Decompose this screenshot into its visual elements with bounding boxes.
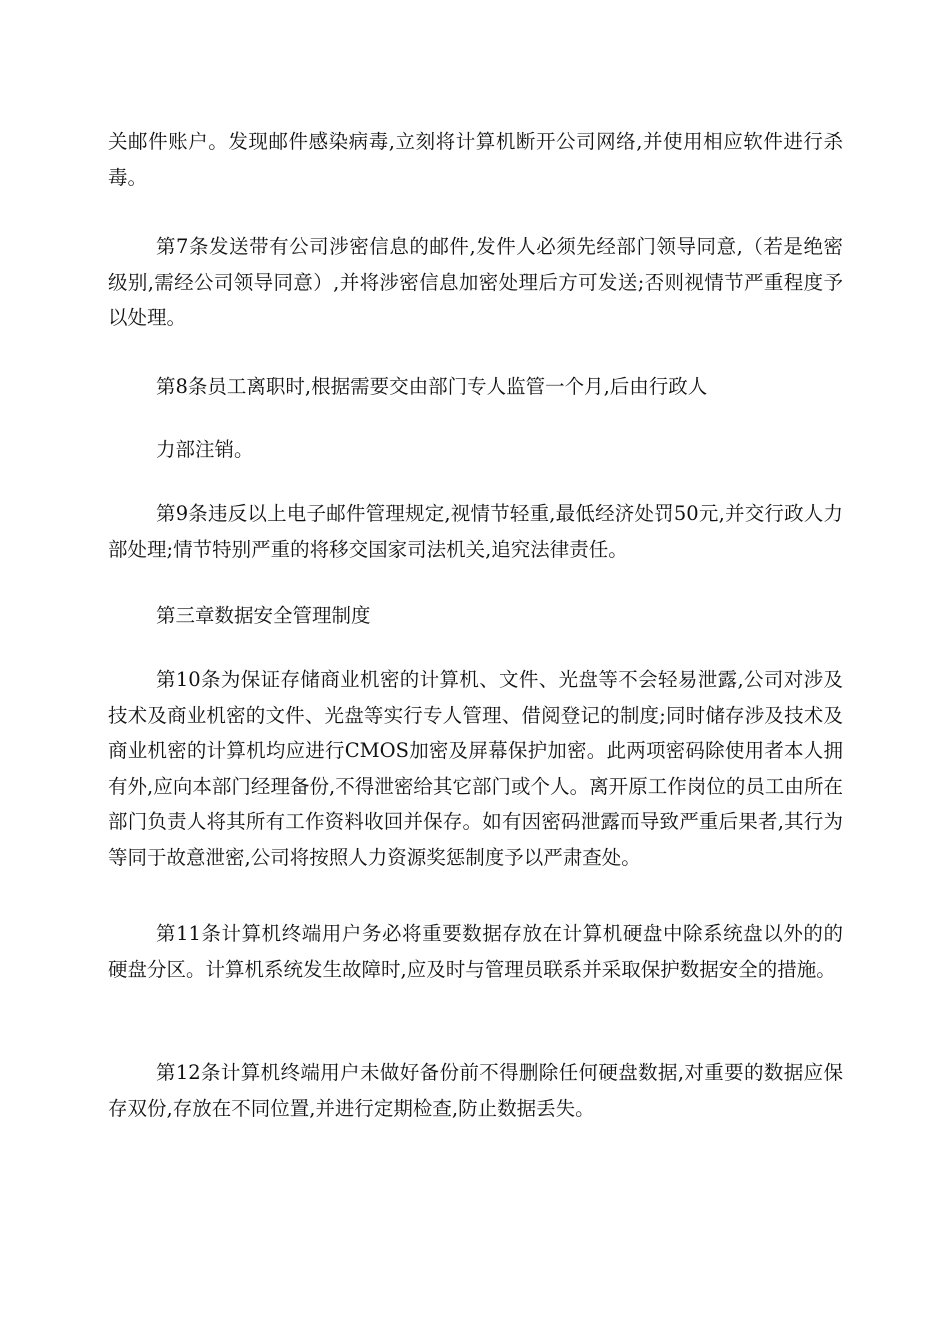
- chapter-heading-data-security: 第三章数据安全管理制度: [156, 604, 371, 627]
- paragraph-article-11: 第11条计算机终端用户务必将重要数据存放在计算机硬盘中除系统盘以外的的硬盘分区。计算机系统发生故障时,应及时与管理员联系并采取保护数据安全的措施。: [108, 922, 843, 981]
- paragraph-article-8: 第8条员工离职时,根据需要交由部门专人监管一个月,后由行政人: [156, 375, 708, 398]
- paragraph-article-9: 第9条违反以上电子邮件管理规定,视情节轻重,最低经济处罚50元,并交行政人力部处理;情节特别严重的将移交国家司法机关,追究法律责任。: [108, 502, 843, 561]
- paragraph-article-12: 第12条计算机终端用户未做好备份前不得删除任何硬盘数据,对重要的数据应保存双份,存放在不同位置,并进行定期检查,防止数据丢失。: [108, 1061, 843, 1120]
- paragraph-article-8-continued: 力部注销。: [156, 438, 254, 461]
- paragraph-article-7: 第7条发送带有公司涉密信息的邮件,发件人必须先经部门领导同意,（若是绝密级别,需经公司领导同意）,并将涉密信息加密处理后方可发送;否则视情节严重程度予以处理。: [108, 235, 843, 329]
- paragraph-email-virus: 关邮件账户。发现邮件感染病毒,立刻将计算机断开公司网络,并使用相应软件进行杀毒。: [108, 130, 843, 189]
- paragraph-article-10: 第10条为保证存储商业机密的计算机、文件、光盘等不会轻易泄露,公司对涉及技术及商业机密的文件、光盘等实行专人管理、借阅登记的制度;同时储存涉及技术及商业机密的计算机均应进行CMOS加密及屏幕保护加密。此两项密码除使用者本人拥有外,应向本部门经理备份,不得泄密给其它部门或个人。离开原工作岗位的员工由所在部门负责人将其所有工作资料收回并保存。如有因密码泄露而导致严重后果者,其行为等同于故意泄密,公司将按照人力资源奖惩制度予以严肃查处。: [108, 668, 843, 869]
